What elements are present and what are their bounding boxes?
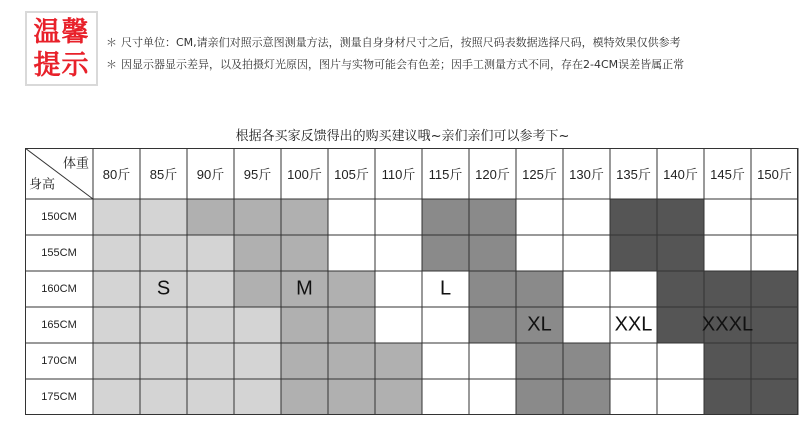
size-cell-s bbox=[187, 271, 234, 307]
size-cell-m bbox=[281, 307, 328, 343]
height-header: 150CM bbox=[41, 210, 77, 223]
height-header: 175CM bbox=[41, 390, 77, 403]
size-cell-m bbox=[375, 379, 422, 415]
weight-header: 150斤 bbox=[757, 166, 792, 182]
size-cell-xxl bbox=[563, 199, 610, 235]
size-cell-s bbox=[93, 199, 140, 235]
size-cell-xl bbox=[516, 271, 563, 307]
notice-note-1-text: 尺寸单位：CM,请亲们对照示意图测量方法，测量自身身材尺寸之后，按照尺码表数据选择尺码，模特效果仅供参考 bbox=[121, 36, 681, 49]
weight-header: 100斤 bbox=[287, 166, 322, 182]
weight-header: 130斤 bbox=[569, 166, 604, 182]
size-cell-m bbox=[234, 271, 281, 307]
size-cell-xxl bbox=[704, 199, 751, 235]
size-cell-l bbox=[328, 235, 375, 271]
size-cell-xxl bbox=[610, 379, 657, 415]
table-caption: 根据各买家反馈得出的购买建议哦~亲们亲们可以参考下~ bbox=[235, 129, 570, 144]
size-cell-s bbox=[187, 235, 234, 271]
size-chart-grid bbox=[25, 148, 799, 415]
size-cell-xxl bbox=[516, 199, 563, 235]
size-cell-xxl bbox=[657, 379, 704, 415]
weight-header: 110斤 bbox=[381, 166, 416, 182]
weight-header: 95斤 bbox=[243, 166, 272, 182]
size-cell-xxxl bbox=[751, 307, 798, 343]
height-header: 155CM bbox=[41, 246, 77, 259]
size-label-xxxl: XXXL bbox=[701, 313, 754, 336]
size-cell-l bbox=[328, 199, 375, 235]
size-label-m: M bbox=[296, 277, 313, 300]
size-cell-m bbox=[281, 379, 328, 415]
size-cell-s bbox=[93, 343, 140, 379]
size-cell-l bbox=[422, 307, 469, 343]
size-cell-xxl bbox=[610, 343, 657, 379]
weight-header: 135斤 bbox=[616, 166, 651, 182]
size-cell-xxxl bbox=[704, 343, 751, 379]
size-cell-xxxl bbox=[751, 271, 798, 307]
size-cell-m bbox=[328, 307, 375, 343]
size-cell-xxl bbox=[657, 343, 704, 379]
weight-header: 80斤 bbox=[102, 166, 131, 182]
size-cell-s bbox=[140, 379, 187, 415]
size-cell-xl bbox=[469, 271, 516, 307]
size-cell-xxxl bbox=[657, 199, 704, 235]
size-cell-xxl bbox=[751, 199, 798, 235]
size-cell-s bbox=[140, 307, 187, 343]
size-cell-s bbox=[234, 343, 281, 379]
size-cell-xl bbox=[469, 199, 516, 235]
weight-header: 140斤 bbox=[663, 166, 698, 182]
size-cell-m bbox=[328, 271, 375, 307]
size-cell-s bbox=[187, 307, 234, 343]
size-cell-l bbox=[422, 379, 469, 415]
size-cell-xxxl bbox=[751, 343, 798, 379]
bullet-icon: ＊ bbox=[106, 36, 117, 49]
size-cell-s bbox=[93, 307, 140, 343]
size-cell-xl bbox=[516, 343, 563, 379]
size-cell-xl bbox=[469, 235, 516, 271]
size-cell-xxl bbox=[704, 235, 751, 271]
size-cell-s bbox=[187, 379, 234, 415]
weight-header: 125斤 bbox=[522, 166, 557, 182]
size-cell-s bbox=[93, 271, 140, 307]
size-cell-xl bbox=[422, 235, 469, 271]
notice-note-2-text: 因显示器显示差异，以及拍摄灯光原因，图片与实物可能会有色差；因手工测量方式不同，存在2-4CM误差皆属正常 bbox=[121, 58, 685, 71]
size-cell-xxxl bbox=[657, 271, 704, 307]
size-cell-xxl bbox=[563, 271, 610, 307]
size-cell-s bbox=[93, 379, 140, 415]
size-cell-l bbox=[375, 199, 422, 235]
size-cell-xxxl bbox=[704, 379, 751, 415]
size-cell-xxxl bbox=[610, 199, 657, 235]
size-cell-s bbox=[234, 307, 281, 343]
size-cell-l bbox=[375, 235, 422, 271]
size-cell-m bbox=[187, 199, 234, 235]
size-cell-l bbox=[375, 271, 422, 307]
notice-note-2 bbox=[106, 58, 684, 72]
size-cell-m bbox=[375, 343, 422, 379]
size-cell-l bbox=[469, 343, 516, 379]
height-header: 170CM bbox=[41, 354, 77, 367]
size-label-s: S bbox=[156, 277, 171, 300]
size-cell-xxxl bbox=[657, 307, 704, 343]
size-cell-xxxl bbox=[751, 379, 798, 415]
weight-header: 120斤 bbox=[475, 166, 510, 182]
size-cell-s bbox=[234, 379, 281, 415]
weight-header: 115斤 bbox=[428, 166, 463, 182]
size-chart-table bbox=[25, 148, 799, 415]
size-cell-xl bbox=[469, 307, 516, 343]
size-cell-s bbox=[140, 235, 187, 271]
size-cell-s bbox=[187, 343, 234, 379]
size-cell-xxxl bbox=[657, 235, 704, 271]
size-cell-l bbox=[422, 343, 469, 379]
size-cell-xl bbox=[516, 379, 563, 415]
notice-note-1 bbox=[106, 36, 681, 50]
size-cell-m bbox=[281, 235, 328, 271]
size-cell-xl bbox=[422, 199, 469, 235]
notice-title-box bbox=[25, 11, 98, 86]
size-cell-xxl bbox=[563, 235, 610, 271]
size-cell-xxl bbox=[751, 235, 798, 271]
size-cell-s bbox=[93, 235, 140, 271]
size-cell-m bbox=[328, 343, 375, 379]
weight-header: 105斤 bbox=[334, 166, 369, 182]
size-cell-m bbox=[328, 379, 375, 415]
size-cell-l bbox=[375, 307, 422, 343]
weight-header: 90斤 bbox=[196, 166, 225, 182]
bullet-icon: ＊ bbox=[106, 58, 117, 71]
size-cell-s bbox=[140, 343, 187, 379]
size-cell-s bbox=[140, 199, 187, 235]
corner-height-label: 身高 bbox=[29, 176, 56, 192]
size-cell-m bbox=[234, 199, 281, 235]
size-cell-xl bbox=[563, 343, 610, 379]
height-header: 165CM bbox=[41, 318, 77, 331]
size-cell-xxxl bbox=[610, 235, 657, 271]
corner-weight-label: 体重 bbox=[62, 155, 89, 171]
notice-title-line-1: 温馨 bbox=[33, 16, 90, 48]
size-cell-m bbox=[234, 235, 281, 271]
size-cell-xl bbox=[563, 379, 610, 415]
size-label-l: L bbox=[439, 277, 452, 300]
size-cell-xxl bbox=[516, 235, 563, 271]
size-cell-xxl bbox=[610, 271, 657, 307]
size-cell-m bbox=[281, 343, 328, 379]
size-cell-l bbox=[469, 379, 516, 415]
size-label-xl: XL bbox=[527, 313, 552, 336]
notice-title-line-2: 提示 bbox=[33, 49, 90, 81]
size-cell-m bbox=[281, 199, 328, 235]
height-header: 160CM bbox=[41, 282, 77, 295]
size-label-xxl: XXL bbox=[614, 313, 653, 336]
weight-header: 145斤 bbox=[710, 166, 745, 182]
size-cell-xxl bbox=[563, 307, 610, 343]
size-cell-xxxl bbox=[704, 271, 751, 307]
weight-header: 85斤 bbox=[149, 166, 178, 182]
